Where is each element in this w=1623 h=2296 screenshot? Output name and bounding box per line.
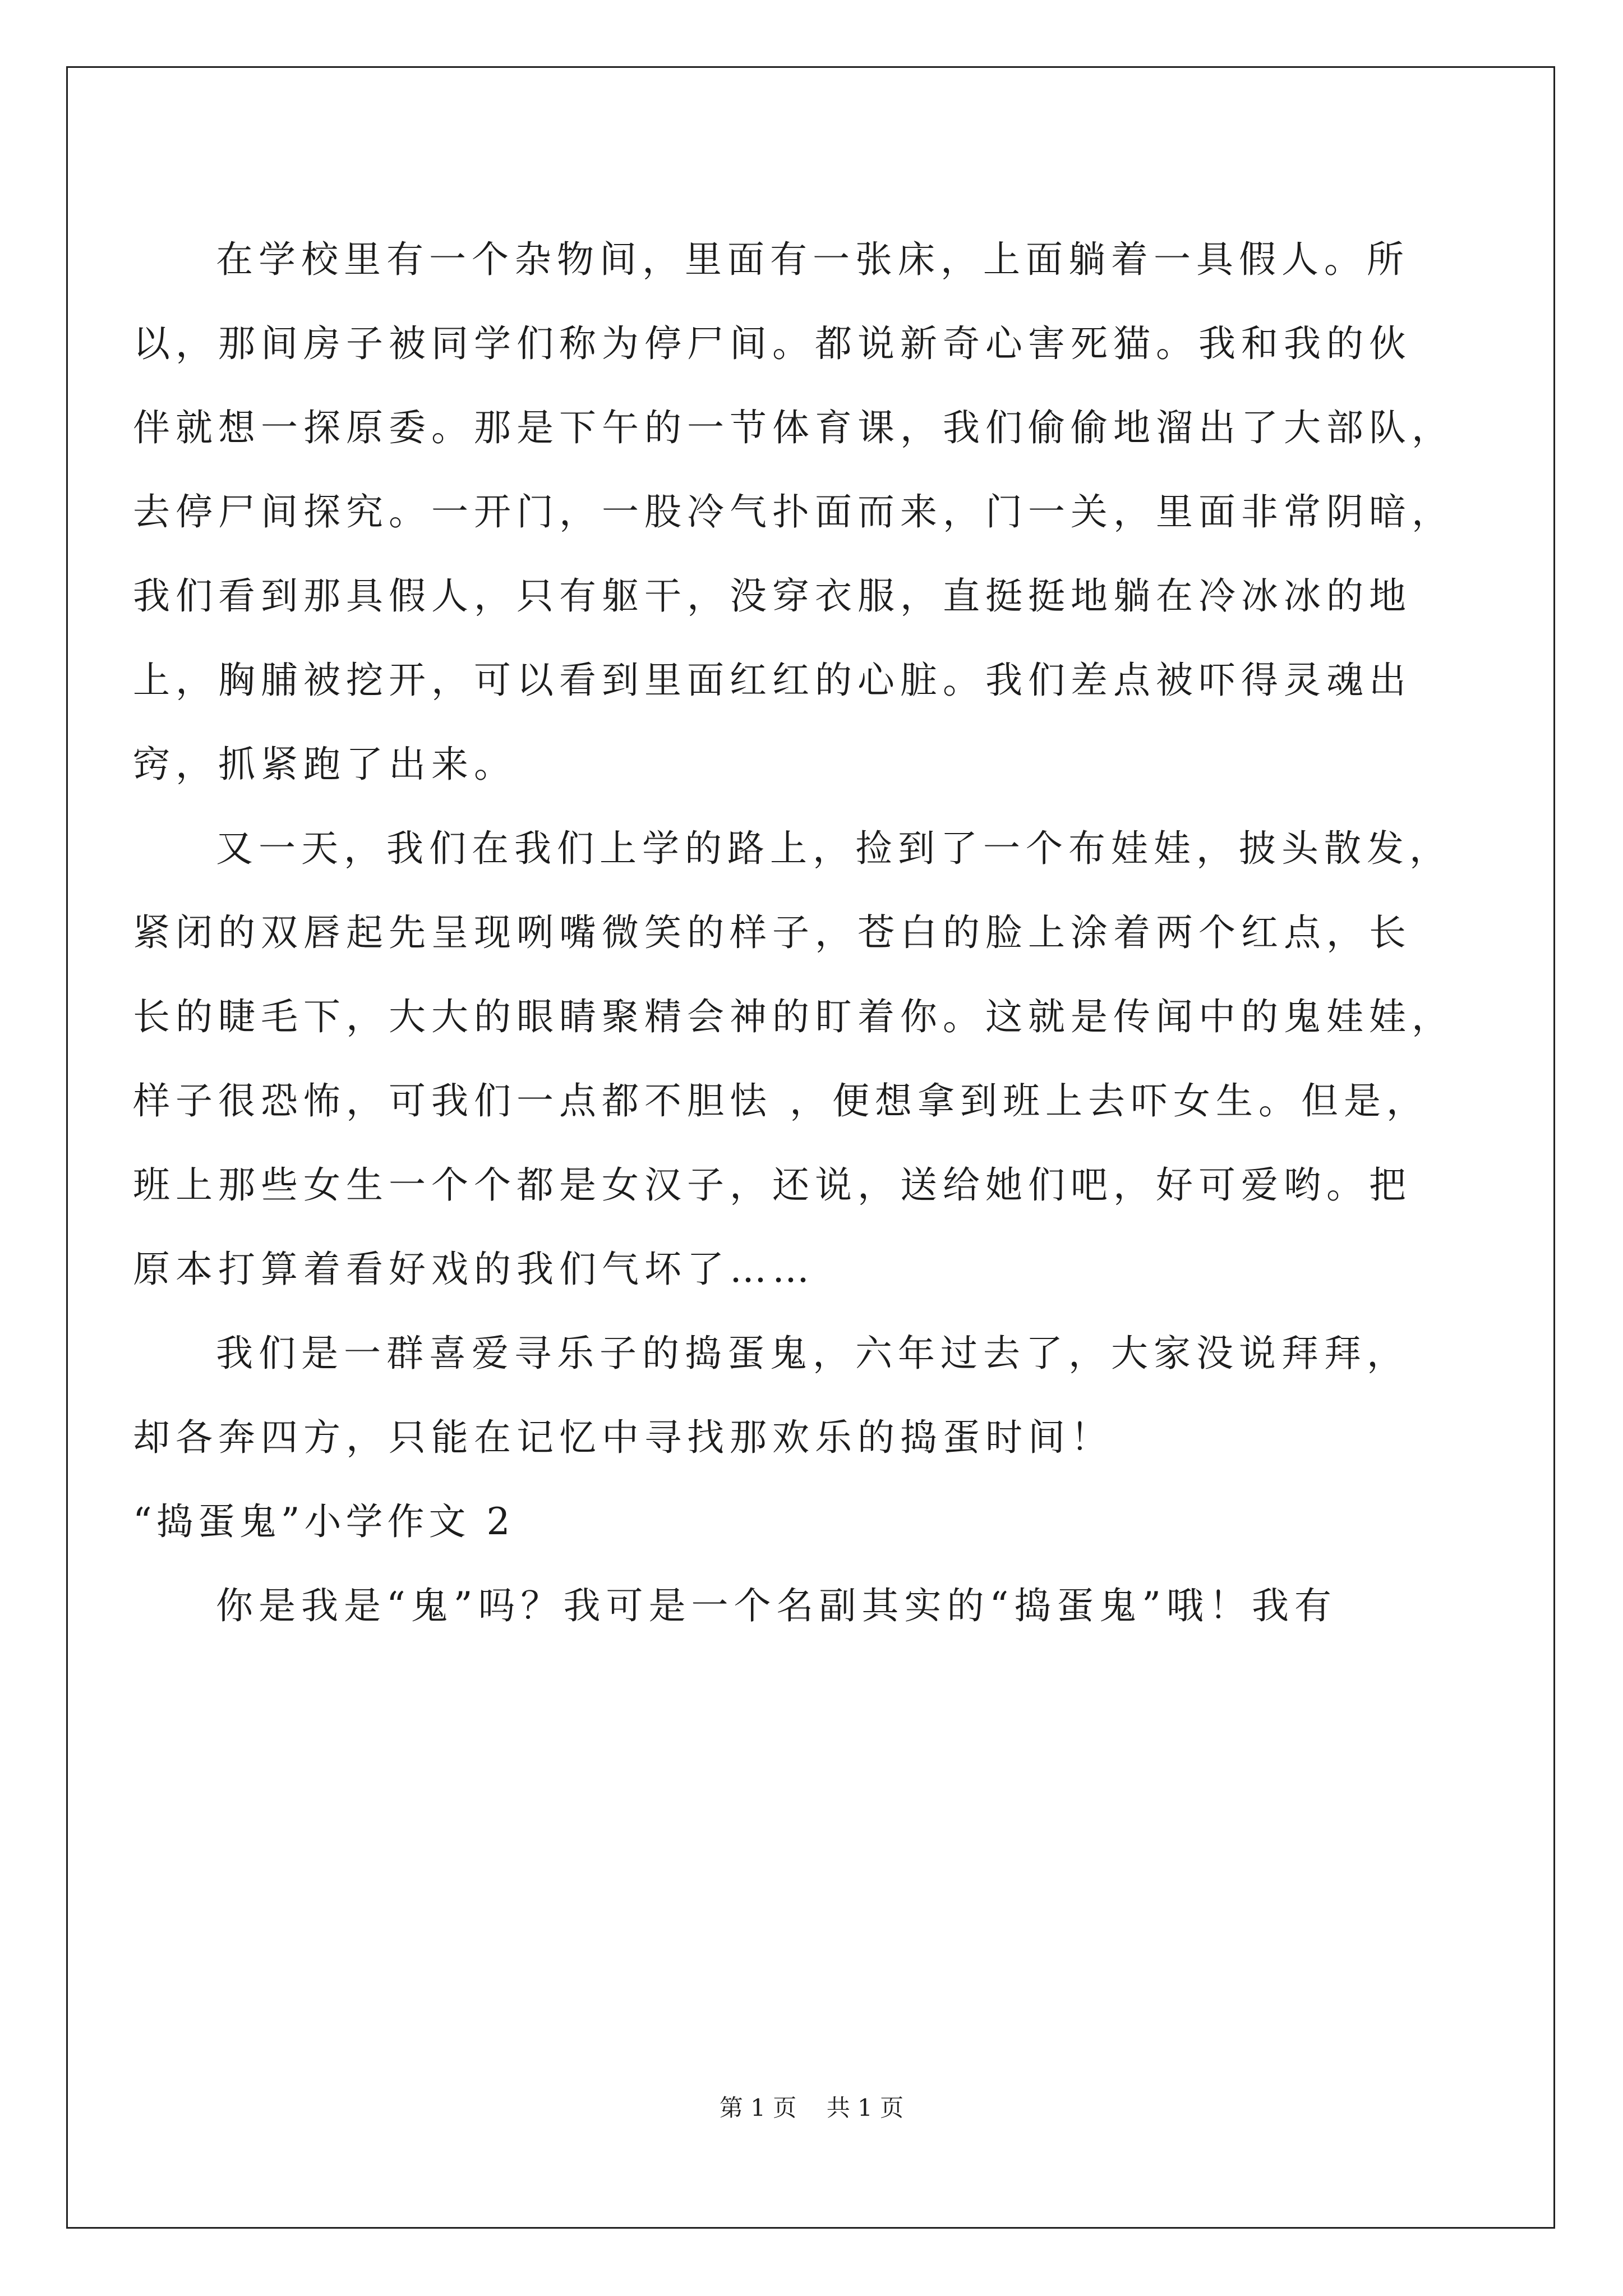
paragraph-1 (133, 218, 1454, 807)
text-line: 以，那间房子被同学们称为停尸间。都说新奇心害死猫。我和我的伙 (133, 322, 1412, 365)
text-line: 样子很恐怖，可我们一点都不胆怯 ，便想拿到班上去吓女生。但是， (133, 1079, 1429, 1122)
text-line: 上，胸脯被挖开，可以看到里面红红的心脏。我们差点被吓得灵魂出 (133, 659, 1412, 702)
paragraph-2 (133, 807, 1454, 1312)
text-line: 去停尸间探究。一开门，一股冷气扑面而来，门一关，里面非常阴暗， (133, 490, 1454, 533)
text-line: 原本打算着看好戏的我们气坏了…… (133, 1248, 815, 1291)
document-body (133, 218, 1454, 1648)
text-line: 我们是一群喜爱寻乐子的捣蛋鬼，六年过去了，大家没说拜拜， (216, 1332, 1409, 1375)
text-line: 你是我是“鬼”吗？我可是一个名副其实的“捣蛋鬼”哦！我有 (216, 1584, 1337, 1627)
text-line: 我们看到那具假人，只有躯干，没穿衣服，直挺挺地躺在冷冰冰的地 (133, 574, 1412, 618)
text-line: 紧闭的双唇起先呈现咧嘴微笑的样子，苍白的脸上涂着两个红点，长 (133, 911, 1412, 954)
text-line: 班上那些女生一个个都是女汉子，还说，送给她们吧，好可爱哟。把 (133, 1163, 1412, 1207)
page-footer (0, 2090, 1623, 2123)
paragraph-3 (133, 1312, 1440, 1480)
page-number: 第 1 页 (719, 2094, 797, 2122)
text-line: 却各奔四方，只能在记忆中寻找那欢乐的捣蛋时间！ (133, 1416, 1113, 1459)
text-line: 窍，抓紧跑了出来。 (133, 743, 517, 786)
page-total: 共 1 页 (826, 2094, 904, 2122)
section-heading: “捣蛋鬼”小学作文 2 (133, 1500, 515, 1543)
text-line: 长的睫毛下，大大的眼睛聚精会神的盯着你。这就是传闻中的鬼娃娃， (133, 995, 1454, 1038)
text-line: 伴就想一探原委。那是下午的一节体育课，我们偷偷地溜出了大部队， (133, 406, 1454, 449)
text-line: 在学校里有一个杂物间，里面有一张床，上面躺着一具假人。所 (216, 238, 1409, 281)
text-line: 又一天，我们在我们上学的路上，捡到了一个布娃娃，披头散发， (216, 827, 1452, 870)
